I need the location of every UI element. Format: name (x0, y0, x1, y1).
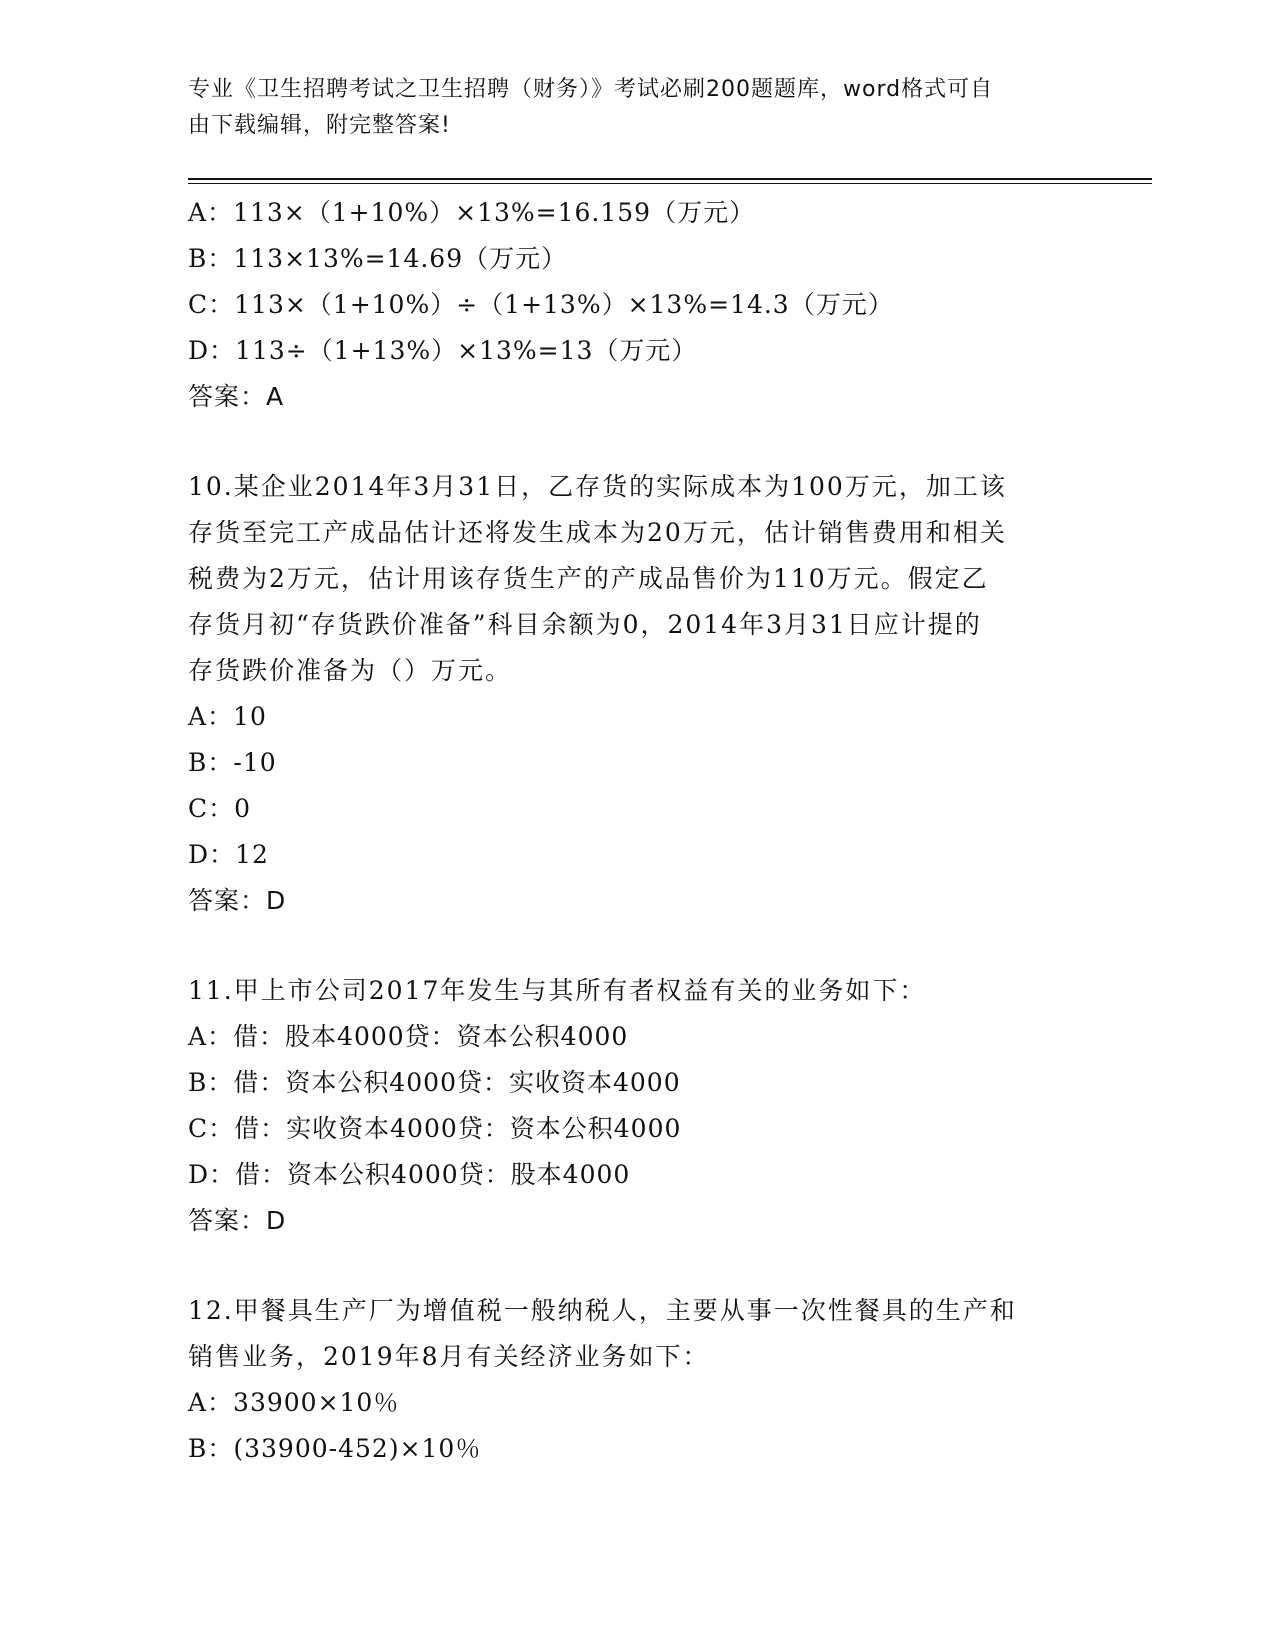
question-block-9 (188, 190, 1088, 420)
block-gap (188, 924, 1088, 968)
header-divider-thick (188, 178, 1152, 180)
question-stem-line: 税费为2万元，估计用该存货生产的产成品售价为110万元。假定乙 (188, 564, 989, 593)
document-header (188, 72, 1068, 144)
answer-line: 答案：D (188, 1206, 287, 1235)
question-stem-line: 存货至完工产成品估计还将发生成本为20万元，估计销售费用和相关 (188, 518, 1007, 547)
option-b: B：借：资本公积4000贷：实收资本4000 (188, 1068, 681, 1097)
question-stem-line: 10.某企业2014年3月31日，乙存货的实际成本为100万元，加工该 (188, 472, 1007, 501)
option-c: C：0 (188, 794, 252, 823)
question-block-12 (188, 1288, 1088, 1472)
question-stem-line: 销售业务，2019年8月有关经济业务如下： (188, 1342, 710, 1371)
header-line-1: 专业《卫生招聘考试之卫生招聘（财务）》考试必刷200题题库，word格式可自 (188, 77, 994, 102)
answer-line: 答案：D (188, 886, 287, 915)
header-divider-thin (188, 183, 1152, 184)
option-a: A：借：股本4000贷：资本公积4000 (188, 1022, 629, 1051)
block-gap (188, 420, 1088, 464)
question-stem-line: 12.甲餐具生产厂为增值税一般纳税人，主要从事一次性餐具的生产和 (188, 1296, 1017, 1325)
header-line-2: 由下载编辑，附完整答案! (188, 113, 451, 138)
option-b: B：113×13%=14.69（万元） (188, 244, 568, 273)
question-stem-line: 11.甲上市公司2017年发生与其所有者权益有关的业务如下： (188, 976, 927, 1005)
question-list (188, 190, 1088, 1472)
option-d: D：12 (188, 840, 269, 869)
option-a: A：10 (188, 702, 267, 731)
option-a: A：113×（1+10%）×13%=16.159（万元） (188, 198, 756, 227)
option-c: C：113×（1+10%）÷（1+13%）×13%=14.3（万元） (188, 290, 894, 319)
option-d: D：借：资本公积4000贷：股本4000 (188, 1160, 631, 1189)
question-stem-line: 存货跌价准备为（）万元。 (188, 656, 513, 685)
question-block-11 (188, 968, 1088, 1244)
option-d: D：113÷（1+13%）×13%=13（万元） (188, 336, 698, 365)
question-stem-line: 存货月初“存货跌价准备”科目余额为0，2014年3月31日应计提的 (188, 610, 982, 639)
answer-line: 答案：A (188, 382, 285, 411)
option-b: B：-10 (188, 748, 277, 777)
block-gap (188, 1244, 1088, 1288)
option-c: C：借：实收资本4000贷：资本公积4000 (188, 1114, 682, 1143)
question-block-10 (188, 464, 1088, 924)
option-a: A：33900×10％ (188, 1388, 400, 1417)
option-b: B：(33900-452)×10％ (188, 1434, 482, 1463)
